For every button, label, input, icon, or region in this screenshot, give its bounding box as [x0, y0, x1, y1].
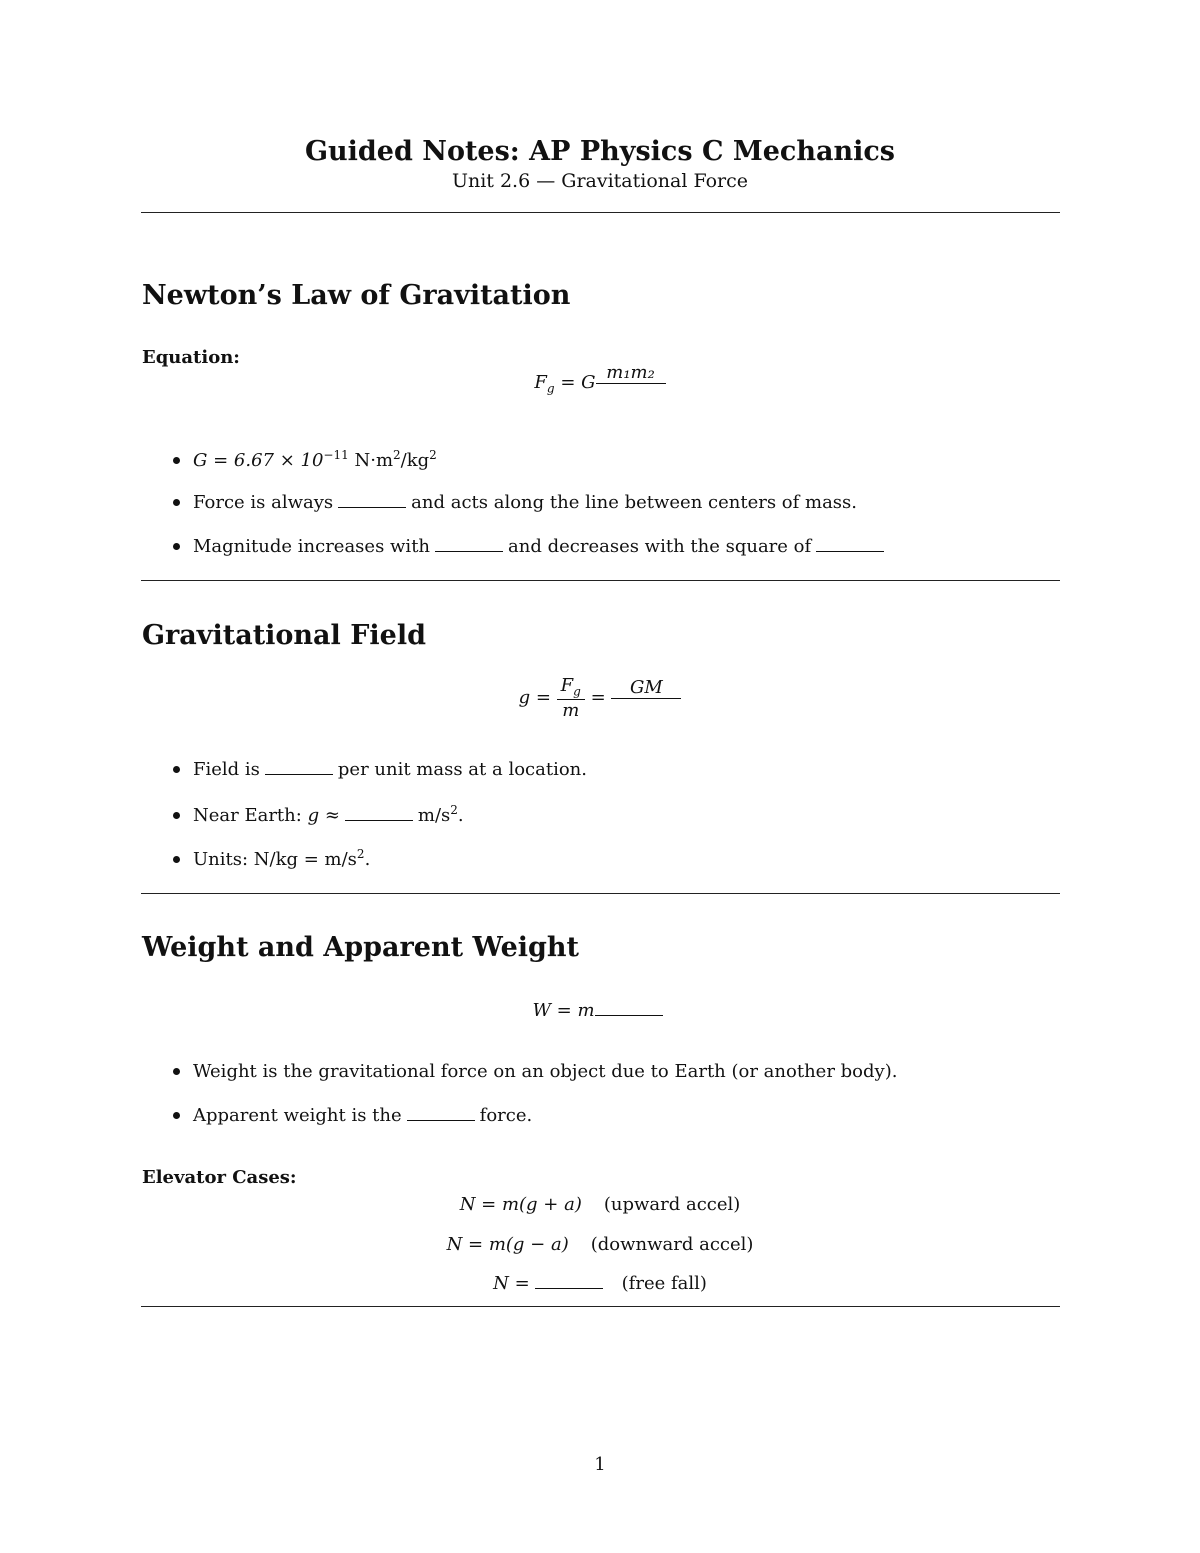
bullet-exp: 2 — [356, 847, 365, 861]
elevator-case-free-fall — [0, 1273, 1200, 1294]
bullet-text: Magnitude increases with — [193, 536, 431, 557]
bullet-dot — [173, 812, 180, 819]
bullet-text: Units: N/kg = m/s — [193, 849, 357, 870]
bullet-text: . — [364, 849, 371, 870]
bullet-text: /kg — [400, 450, 430, 471]
weight-equation — [0, 1000, 1200, 1021]
bullet-exp: 2 — [450, 803, 458, 817]
bullet-text: . — [457, 805, 464, 826]
eq-den: m — [557, 699, 585, 721]
bullet-text: Near Earth: — [193, 805, 308, 826]
bullet-text: and decreases with the square of — [508, 536, 812, 557]
fill-in-blank[interactable] — [265, 773, 333, 775]
equation-label: Equation: — [142, 347, 240, 368]
gravitation-equation — [0, 362, 1200, 404]
bullet-exp: −11 — [323, 448, 349, 462]
bullet-g-constant — [173, 448, 437, 471]
document-title: Guided Notes: AP Physics C Mechanics — [304, 136, 895, 167]
case-equation: N = m(g − a) — [446, 1234, 569, 1255]
case-note: (upward accel) — [603, 1194, 741, 1215]
bullet-text: Weight is the gravitational force on an object due to Earth (or another body). — [193, 1061, 898, 1082]
eq-lhs: F — [534, 372, 547, 393]
case-note: (downward accel) — [590, 1234, 754, 1255]
bullet-text: per unit mass at a location. — [337, 759, 587, 780]
case-note: (free fall) — [621, 1273, 707, 1294]
divider — [141, 893, 1060, 894]
bullet-weight-definition — [173, 1061, 897, 1082]
eq-num-sub: g — [573, 684, 581, 699]
bullet-dot — [173, 1068, 180, 1075]
bullet-dot — [173, 856, 180, 863]
eq-equals: = — [590, 686, 606, 708]
fill-in-blank[interactable] — [407, 1119, 475, 1121]
field-equation — [0, 675, 1200, 721]
bullet-dot — [173, 499, 180, 506]
bullet-field-definition — [173, 759, 587, 780]
bullet-apparent-weight — [173, 1105, 532, 1126]
bullet-text: ≈ — [319, 805, 340, 826]
eq-numerator: m₁m₂ — [606, 362, 655, 383]
section-heading-newtons-law: Newton’s Law of Gravitation — [142, 280, 571, 311]
bullet-text: and acts along the line between centers of mass. — [411, 492, 857, 513]
fill-in-blank[interactable] — [535, 1287, 603, 1289]
case-equation: N = — [493, 1273, 530, 1294]
bullet-text: Apparent weight is the — [193, 1105, 402, 1126]
bullet-text: m/s — [417, 805, 451, 826]
elevator-case-downward — [0, 1234, 1200, 1255]
fill-in-blank[interactable] — [816, 550, 884, 552]
divider — [141, 1306, 1060, 1307]
bullet-text: Force is always — [193, 492, 334, 513]
bullet-magnitude — [173, 536, 889, 557]
bullet-dot — [173, 543, 180, 550]
case-equation: N = m(g + a) — [459, 1194, 582, 1215]
eq-text: W = m — [532, 1000, 595, 1021]
divider — [141, 212, 1060, 213]
bullet-exp: 2 — [429, 448, 437, 462]
eq-denominator-blank — [611, 698, 681, 719]
bullet-units — [173, 847, 370, 870]
eq-denominator-blank — [596, 383, 666, 404]
eq-fraction-gm — [611, 677, 681, 719]
bullet-dot — [173, 766, 180, 773]
eq-num: F — [560, 675, 574, 696]
bullet-text: force. — [479, 1105, 533, 1126]
bullet-text: Field is — [193, 759, 260, 780]
eq-coef: G — [581, 372, 596, 393]
section-heading-weight: Weight and Apparent Weight — [142, 932, 579, 963]
bullet-near-earth — [173, 803, 464, 826]
divider — [141, 580, 1060, 581]
section-heading-gravitational-field: Gravitational Field — [142, 620, 426, 651]
eq-equals: = — [535, 686, 551, 708]
document-subtitle: Unit 2.6 — Gravitational Force — [451, 170, 749, 192]
elevator-case-upward — [0, 1194, 1200, 1215]
bullet-text: N·m — [348, 450, 394, 471]
eq-num: GM — [630, 676, 663, 698]
fill-in-blank[interactable] — [338, 506, 406, 508]
bullet-force-direction — [173, 492, 857, 513]
eq-lhs: g — [518, 686, 531, 708]
eq-lhs-sub: g — [546, 381, 555, 396]
eq-fraction — [596, 362, 666, 404]
eq-equals: = — [560, 372, 576, 393]
fill-in-blank[interactable] — [345, 819, 413, 821]
bullet-dot — [173, 1112, 180, 1119]
bullet-exp: 2 — [393, 448, 401, 462]
fill-in-blank[interactable] — [435, 550, 503, 552]
page-number: 1 — [594, 1454, 606, 1475]
bullet-dot — [173, 457, 180, 464]
fill-in-blank[interactable] — [595, 1014, 663, 1016]
elevator-cases-label: Elevator Cases: — [142, 1167, 297, 1188]
eq-fraction-force-mass — [557, 675, 585, 721]
bullet-var: g — [307, 805, 320, 826]
bullet-text: G = 6.67 × 10 — [193, 450, 324, 471]
